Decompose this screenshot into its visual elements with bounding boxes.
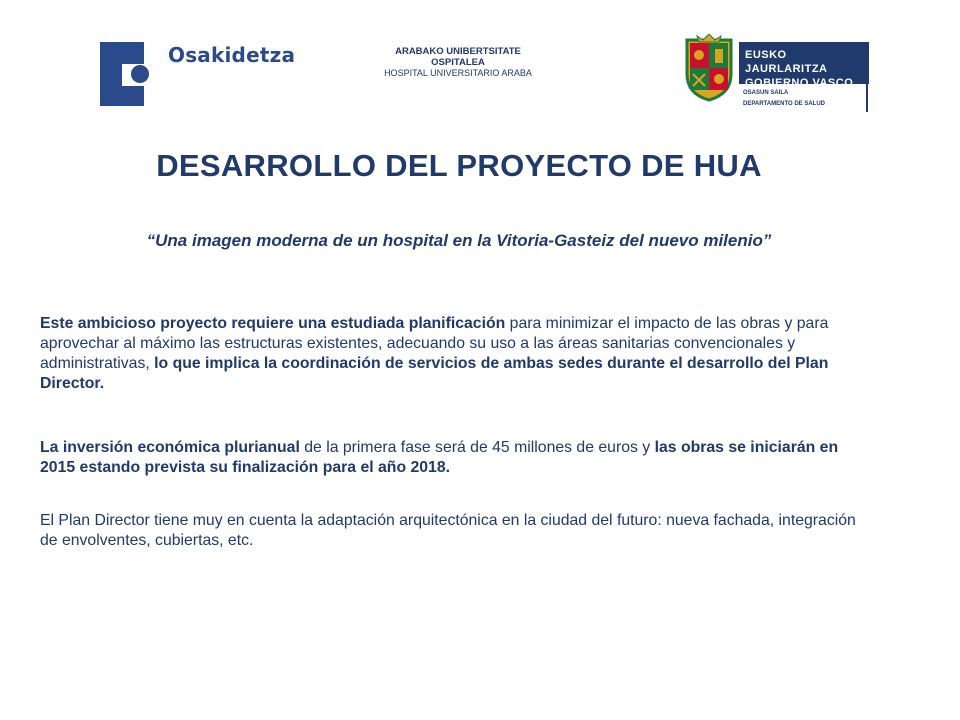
hospital-name-line1: ARABAKO UNIBERTSITATE <box>395 46 521 57</box>
paragraph-planning <box>40 314 876 394</box>
p3-body: El Plan Director tiene muy en cuenta la adaptación arquitectónica en la ciudad del futuro: nueva fachada, integración de envolventes, cubiertas, etc. <box>40 512 856 549</box>
gv-divider <box>866 42 868 112</box>
hospital-name <box>346 46 570 79</box>
page-title: DESARROLLO DEL PROYECTO DE HUA <box>156 148 762 183</box>
gv-department <box>743 88 825 110</box>
osakidetza-logo <box>100 42 296 106</box>
p1-bold-tail: lo que implica la coordinación de servicios de ambas sedes durante el desarrollo del Plan Director. <box>40 355 829 392</box>
gv-department-spanish: DEPARTAMENTO DE SALUD <box>743 101 826 107</box>
gv-name-basque: EUSKO JAURLARITZA <box>745 49 828 75</box>
osakidetza-wordmark: Osakidetza <box>168 43 296 67</box>
coat-of-arms-icon <box>683 34 735 102</box>
hospital-name-line2: OSPITALEA <box>431 57 485 68</box>
p2-body: de la primera fase será de 45 millones de euros y <box>299 439 655 456</box>
gv-name-spanish: GOBIERNO VASCO <box>745 77 854 89</box>
paragraph-investment <box>40 438 876 478</box>
subtitle-quote: “Una imagen moderna de un hospital en la Vitoria-Gasteiz del nuevo milenio” <box>146 231 772 250</box>
p1-bold-lead: Este ambicioso proyecto requiere una estudiada planificación <box>40 315 506 332</box>
gobierno-vasco-band <box>739 42 869 89</box>
p2-bold-lead: La inversión económica plurianual <box>40 439 300 456</box>
gobierno-vasco-logo <box>683 34 869 112</box>
osakidetza-emblem-icon <box>100 42 164 106</box>
paragraph-plan-director <box>40 511 876 551</box>
p2-bold-tail: las obras se iniciarán en 2015 estando prevista su finalización para el año 2018. <box>40 439 839 476</box>
hospital-name-line3: HOSPITAL UNIVERSITARIO ARABA <box>384 68 532 78</box>
p1-body: para minimizar el impacto de las obras y para aprovechar al máximo las estructuras existentes, adecuando su uso a las áreas sanitarias convencionales y administrativas, <box>40 315 829 372</box>
gv-department-basque: OSASUN SAILA <box>743 90 789 96</box>
